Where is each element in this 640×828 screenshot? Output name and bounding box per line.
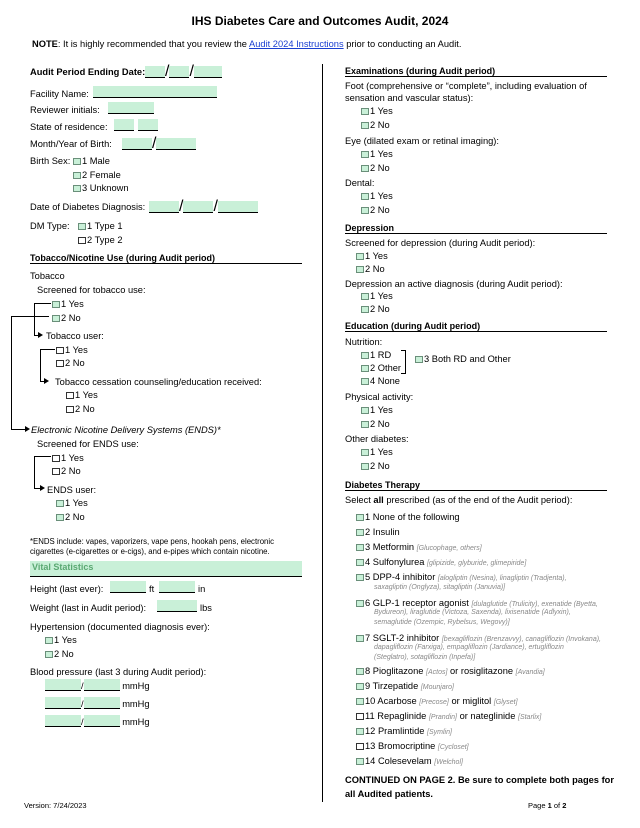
- depression-active-no[interactable]: 2 No: [361, 303, 390, 315]
- checkbox[interactable]: [66, 406, 74, 413]
- therapy-bromocriptine[interactable]: 13 Bromocriptine [Cycloset]: [356, 740, 469, 754]
- checkbox[interactable]: [56, 514, 64, 521]
- cessation-no[interactable]: 2 No: [66, 403, 95, 415]
- checkbox[interactable]: [361, 352, 369, 359]
- arrow-line: [40, 349, 41, 382]
- tobacco-user-yes[interactable]: 1 Yes: [56, 344, 88, 356]
- checkbox[interactable]: [52, 301, 60, 308]
- glp1-cont-1: Bydureon), liraglutide (Victoza, Saxenda), lixisenatide (Adlyxin),: [374, 609, 571, 616]
- therapy-tirzepatide[interactable]: 9 Tirzepatide [Mounjaro]: [356, 680, 454, 694]
- checkbox[interactable]: [356, 544, 364, 551]
- sex-unknown[interactable]: 3 Unknown: [73, 182, 129, 194]
- page-title: IHS Diabetes Care and Outcomes Audit, 2024: [191, 14, 449, 28]
- checkbox[interactable]: [361, 108, 369, 115]
- ends-screened-yes[interactable]: 1 Yes: [52, 452, 84, 464]
- nutrition-other[interactable]: 2 Other: [361, 362, 401, 374]
- reviewer-input[interactable]: [108, 102, 154, 114]
- checkbox[interactable]: [356, 668, 364, 675]
- checkbox[interactable]: [45, 651, 53, 658]
- therapy-none[interactable]: 1 None of the following: [356, 511, 460, 523]
- arrow-head: [40, 485, 45, 491]
- depression-header: Depression: [345, 223, 607, 234]
- exam-header: Examinations (during Audit period): [345, 66, 607, 77]
- checkbox[interactable]: [361, 165, 369, 172]
- therapy-glp1[interactable]: 6 GLP-1 receptor agonist [dulaglutide (Trulicity), exenatide (Byetta,: [356, 597, 598, 611]
- checkbox[interactable]: [361, 378, 369, 385]
- checkbox[interactable]: [45, 637, 53, 644]
- state-input-2[interactable]: [138, 119, 158, 131]
- nutrition-both[interactable]: 3 Both RD and Other: [415, 353, 511, 365]
- bp-row-2[interactable]: / mmHg: [45, 697, 150, 710]
- audit-period-field[interactable]: / /: [145, 63, 222, 81]
- checkbox[interactable]: [361, 449, 369, 456]
- other-diabetes-label: Other diabetes:: [345, 434, 409, 444]
- checkbox[interactable]: [356, 683, 364, 690]
- physical-yes[interactable]: 1 Yes: [361, 404, 393, 416]
- version-label: Version: 7/24/2023: [24, 801, 87, 810]
- tobacco-user-no[interactable]: 2 No: [56, 357, 85, 369]
- therapy-sulfonylurea[interactable]: 4 Sulfonylurea [glipizide, glyburide, glimepiride]: [356, 556, 526, 570]
- ends-user-label: ENDS user:: [47, 485, 97, 495]
- ft-unit: ft: [149, 584, 155, 594]
- checkbox[interactable]: [356, 266, 364, 273]
- checkbox[interactable]: [361, 151, 369, 158]
- ends-footnote: *ENDS include: vapes, vaporizers, vape pens, hookah pens, electronic cigarettes (e-cigarettes or e-cigs), and e-pipes which contain nicotine.: [30, 537, 275, 556]
- arrow-line: [40, 349, 55, 350]
- checkbox[interactable]: [356, 574, 364, 581]
- column-divider: [322, 64, 323, 802]
- therapy-acarbose[interactable]: 10 Acarbose [Precose] or miglitol [Glyset]: [356, 695, 518, 709]
- facility-input[interactable]: [93, 86, 217, 98]
- checkbox[interactable]: [66, 392, 74, 399]
- other-diabetes-no[interactable]: 2 No: [361, 460, 390, 472]
- checkbox[interactable]: [56, 347, 64, 354]
- sex-label: Birth Sex:: [30, 156, 71, 166]
- in-unit: in: [198, 584, 206, 594]
- tobacco-label: Tobacco: [30, 271, 65, 281]
- therapy-metformin[interactable]: 3 Metformin [Glucophage, others]: [356, 541, 482, 555]
- note-line: [32, 38, 461, 50]
- dm-type1[interactable]: 1 Type 1: [78, 220, 123, 232]
- tobacco-screened-yes[interactable]: 1 Yes: [52, 298, 84, 310]
- checkbox[interactable]: [361, 207, 369, 214]
- arrow-line: [34, 303, 35, 336]
- checkbox[interactable]: [73, 158, 81, 165]
- hypertension-label: Hypertension (documented diagnosis ever):: [30, 622, 210, 632]
- therapy-pramlintide[interactable]: 12 Pramlintide [Symlin]: [356, 725, 452, 739]
- eye-yes[interactable]: 1 Yes: [361, 148, 393, 160]
- therapy-sglt2[interactable]: 7 SGLT-2 inhibitor [bexagliflozin (Brenzavvy), canagliflozin (Invokana),: [356, 632, 601, 646]
- arrow-line: [34, 456, 51, 457]
- birth-label: Month/Year of Birth:: [30, 139, 112, 149]
- physical-no[interactable]: 2 No: [361, 418, 390, 430]
- bp-row-3[interactable]: / mmHg: [45, 715, 150, 728]
- arrow-head: [25, 426, 30, 432]
- sex-male[interactable]: 1 Male: [73, 155, 110, 167]
- foot-label-2: sensation and vascular status):: [345, 93, 474, 103]
- checkbox[interactable]: [361, 122, 369, 129]
- nutrition-label: Nutrition:: [345, 337, 383, 347]
- therapy-dpp4[interactable]: 5 DPP-4 inhibitor [alogliptin (Nesina), linagliptin (Tradjenta),: [356, 571, 567, 585]
- checkbox[interactable]: [356, 559, 364, 566]
- note-post: prior to conducting an Audit.: [343, 39, 462, 49]
- eye-no[interactable]: 2 No: [361, 162, 390, 174]
- height-ft-input[interactable]: [110, 581, 146, 593]
- checkbox[interactable]: [356, 698, 364, 705]
- checkbox[interactable]: [52, 315, 60, 322]
- note-pre: : It is highly recommended that you review the: [57, 39, 250, 49]
- checkbox[interactable]: [361, 306, 369, 313]
- select-all-label: Select all prescribed (as of the end of the Audit period):: [345, 495, 573, 505]
- diagnosis-field[interactable]: / /: [149, 198, 258, 216]
- dm-type2[interactable]: 2 Type 2: [78, 234, 123, 246]
- bp-row-1[interactable]: / mmHg: [45, 679, 150, 692]
- bp-label: Blood pressure (last 3 during Audit period):: [30, 667, 207, 677]
- screened-depression-label: Screened for depression (during Audit period):: [345, 238, 536, 248]
- physical-label: Physical activity:: [345, 392, 414, 402]
- nutrition-rd[interactable]: 1 RD: [361, 349, 391, 361]
- tobacco-screened-no[interactable]: 2 No: [52, 312, 81, 324]
- sglt2-cont-1: dapagliflozin (Farxiga), empagliflozin (Jardiance), ertugliflozin: [374, 644, 564, 651]
- birth-field[interactable]: /: [122, 135, 196, 153]
- checkbox[interactable]: [356, 600, 364, 607]
- ends-title: Electronic Nicotine Delivery Systems (ENDS)*: [31, 425, 221, 435]
- dental-yes[interactable]: 1 Yes: [361, 190, 393, 202]
- depression-active-yes[interactable]: 1 Yes: [361, 290, 393, 302]
- state-label: State of residence:: [30, 122, 108, 132]
- dental-no[interactable]: 2 No: [361, 204, 390, 216]
- cessation-label: Tobacco cessation counseling/education received:: [55, 377, 262, 387]
- checkbox[interactable]: [361, 193, 369, 200]
- checkbox[interactable]: [361, 421, 369, 428]
- arrow-head: [44, 378, 49, 384]
- checkbox[interactable]: [73, 172, 81, 179]
- active-depression-label: Depression an active diagnosis (during Audit period):: [345, 279, 563, 289]
- weight-input[interactable]: [157, 600, 197, 612]
- checkbox[interactable]: [356, 514, 364, 521]
- state-input-1[interactable]: [114, 119, 134, 131]
- screened-ends-label: Screened for ENDS use:: [37, 439, 139, 449]
- therapy-pioglitazone[interactable]: 8 Pioglitazone [Actos] or rosiglitazone [Avandia]: [356, 665, 545, 679]
- height-label: Height (last ever):: [30, 584, 104, 594]
- note-label: NOTE: [32, 39, 58, 49]
- ends-user-yes[interactable]: 1 Yes: [56, 497, 88, 509]
- checkbox[interactable]: [356, 253, 364, 260]
- checkbox[interactable]: [52, 455, 60, 462]
- eye-label: Eye (dilated exam or retinal imaging):: [345, 136, 499, 146]
- depression-screened-no[interactable]: 2 No: [356, 263, 385, 275]
- checkbox[interactable]: [361, 293, 369, 300]
- brace: [401, 350, 406, 374]
- divider: [30, 576, 302, 577]
- foot-label-1: Foot (comprehensive or “complete”, including evaluation of: [345, 81, 587, 91]
- glp1-cont-2: semaglutide (Ozempic, Rybelsus, Wegovy)]: [374, 619, 510, 626]
- tobacco-header: Tobacco/Nicotine Use (during Audit period): [30, 253, 302, 264]
- screened-tobacco-label: Screened for tobacco use:: [37, 285, 146, 295]
- continued-note: CONTINUED ON PAGE 2. Be sure to complete both pages for all Audited patients.: [345, 775, 614, 799]
- vital-header: Vital Statistics: [32, 562, 94, 572]
- lbs-unit: lbs: [200, 603, 212, 613]
- checkbox[interactable]: [361, 463, 369, 470]
- therapy-colesevelam[interactable]: 14 Colesevelam [Welchol]: [356, 755, 463, 769]
- ends-screened-no[interactable]: 2 No: [52, 465, 81, 477]
- tobacco-user-label: Tobacco user:: [46, 331, 104, 341]
- checkbox[interactable]: [56, 500, 64, 507]
- foot-yes[interactable]: 1 Yes: [361, 105, 393, 117]
- checkbox[interactable]: [356, 758, 364, 765]
- hypertension-no[interactable]: 2 No: [45, 648, 74, 660]
- therapy-insulin[interactable]: 2 Insulin: [356, 526, 400, 538]
- therapy-repaglinide[interactable]: 11 Repaglinide [Prandin] or nateglinide [Starlix]: [356, 710, 541, 724]
- checkbox[interactable]: [356, 728, 364, 735]
- checkbox[interactable]: [415, 356, 423, 363]
- arrow-line: [34, 303, 51, 304]
- sglt2-cont-2: (Steglatro), sotagliflozin (Inpefa)]: [374, 654, 476, 661]
- arrow-line: [11, 316, 12, 430]
- arrow-head: [38, 332, 43, 338]
- therapy-header: Diabetes Therapy: [345, 480, 607, 491]
- height-in-input[interactable]: [159, 581, 195, 593]
- hypertension-yes[interactable]: 1 Yes: [45, 634, 77, 646]
- ends-user-no[interactable]: 2 No: [56, 511, 85, 523]
- checkbox[interactable]: [56, 360, 64, 367]
- checkbox[interactable]: [361, 365, 369, 372]
- checkbox[interactable]: [361, 407, 369, 414]
- foot-no[interactable]: 2 No: [361, 119, 390, 131]
- checkbox[interactable]: [78, 237, 86, 244]
- dpp4-cont: saxagliptin (Onglyza), sitagliptin (Januvia)]: [374, 584, 506, 591]
- page-number: Page 1 of 2: [528, 801, 567, 810]
- weight-label: Weight (last in Audit period):: [30, 603, 147, 613]
- education-header: Education (during Audit period): [345, 321, 607, 332]
- arrow-line: [11, 316, 49, 317]
- dental-label: Dental:: [345, 178, 375, 188]
- instructions-link[interactable]: Audit 2024 Instructions: [249, 39, 344, 49]
- cessation-yes[interactable]: 1 Yes: [66, 389, 98, 401]
- checkbox[interactable]: [78, 223, 86, 230]
- depression-screened-yes[interactable]: 1 Yes: [356, 250, 388, 262]
- facility-label: Facility Name:: [30, 89, 89, 99]
- reviewer-label: Reviewer initials:: [30, 105, 100, 115]
- arrow-line: [34, 456, 35, 489]
- audit-period-label: Audit Period Ending Date:: [30, 67, 146, 77]
- dm-label: DM Type:: [30, 221, 70, 231]
- checkbox[interactable]: [356, 529, 364, 536]
- checkbox[interactable]: [73, 185, 81, 192]
- other-diabetes-yes[interactable]: 1 Yes: [361, 446, 393, 458]
- checkbox[interactable]: [52, 468, 60, 475]
- checkbox[interactable]: [356, 713, 364, 720]
- diagnosis-label: Date of Diabetes Diagnosis:: [30, 202, 146, 212]
- checkbox[interactable]: [356, 635, 364, 642]
- nutrition-none[interactable]: 4 None: [361, 375, 400, 387]
- sex-female[interactable]: 2 Female: [73, 169, 121, 181]
- checkbox[interactable]: [356, 743, 364, 750]
